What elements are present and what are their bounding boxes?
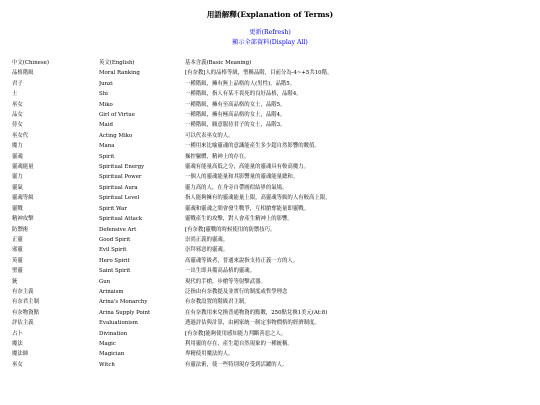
cell-meaning: 靈魂和靈魂之間會發生戰爭，互相搶奪能量即靈戰。	[185, 205, 309, 212]
cell-meaning: 一出生即具備高品格的靈魂。	[185, 268, 256, 275]
table-row	[12, 193, 525, 203]
cell-english: Shi	[99, 91, 108, 98]
cell-english: Magic	[99, 340, 116, 347]
cell-meaning: 利用靈的存在，產生超自然現象的一種統稱。	[185, 340, 293, 347]
cell-chinese: 正靈	[12, 236, 23, 243]
page-links	[0, 28, 540, 47]
cell-english: Moral Ranking	[99, 70, 140, 77]
header-meaning: 基本含義(Basic Meaning)	[185, 60, 252, 66]
cell-english: Evaluationism	[99, 320, 138, 327]
cell-chinese: 英靈	[12, 257, 23, 264]
cell-english: Good Spirit	[99, 236, 131, 243]
cell-chinese: 巫女代	[12, 132, 29, 139]
cell-meaning: 一種階級，願意服侍君子的女士，品階3。	[185, 122, 286, 129]
cell-english: Spiritual Energy	[99, 164, 145, 171]
cell-chinese: 魔法師	[12, 351, 29, 358]
cell-chinese: 靈力	[12, 174, 23, 181]
cell-english: Spirit	[99, 153, 115, 160]
table-row	[12, 277, 525, 287]
cell-chinese: 魔力	[12, 143, 23, 150]
cell-chinese: 防禦術	[12, 226, 29, 233]
table-row	[12, 120, 525, 130]
table-row	[12, 204, 525, 214]
table-row	[12, 79, 525, 89]
cell-english: Gun	[99, 278, 111, 285]
cell-english: Girl of Virtue	[99, 112, 135, 119]
cell-english: Miko	[99, 101, 113, 108]
cell-chinese: 有奈物資點	[12, 309, 39, 316]
table-row	[12, 266, 525, 276]
cell-chinese: 邪靈	[12, 247, 23, 254]
cell-meaning: 一種階級，指人有某不畏死的良好品格，品階4。	[185, 91, 302, 98]
table-row	[12, 245, 525, 255]
cell-meaning: 可以代表巫女的人。	[185, 132, 234, 139]
cell-chinese: 士	[12, 91, 18, 98]
cell-english: Arina Supply Point	[99, 309, 151, 316]
table-row	[12, 360, 525, 370]
cell-chinese: 精神攻擊	[12, 216, 34, 223]
cell-meaning: 泛指由有奈教提及並實行的制度或哲學理念	[185, 288, 288, 295]
cell-english: Spiritual Level	[99, 195, 140, 202]
cell-meaning: 在有奈教用來兌換普通物資的點數，250點兌換1美元(At:8)	[185, 309, 328, 316]
cell-english: Spiritual Attack	[99, 216, 143, 223]
cell-meaning: 一種階級，擁有極高品格的女士，品階4。	[185, 112, 286, 119]
cell-chinese: 有奈君主制	[12, 299, 39, 306]
cell-chinese: 有奈主義	[12, 288, 34, 295]
table-row	[12, 297, 525, 307]
table-row	[12, 162, 525, 172]
table-row	[12, 141, 525, 151]
cell-meaning: 靈力高的人，在身旁自帶圓似結界的氣場。	[185, 184, 288, 191]
table-row	[12, 214, 525, 224]
table-row	[12, 287, 525, 297]
cell-chinese: 靈戰	[12, 205, 23, 212]
cell-chinese: 君子	[12, 80, 23, 87]
table-row	[12, 235, 525, 245]
cell-meaning: 一種用來比喻靈魂的意識能產生多少超自然影響的數值。	[185, 143, 320, 150]
table-row	[12, 256, 525, 266]
cell-meaning: 靈魂有能量高低之分，高能量的靈魂具有較高魔力。	[185, 164, 309, 171]
cell-meaning: 一個人的靈魂能量和其影響量的靈魂能量總和。	[185, 174, 299, 181]
cell-english: Arinaism	[99, 288, 124, 295]
cell-chinese: 聖靈	[12, 268, 23, 275]
cell-meaning: 有靈法術，使一些特別現存受到活躍的人。	[185, 361, 288, 368]
cell-chinese: 銃	[12, 278, 18, 285]
table-row	[12, 183, 525, 193]
cell-english: Mana	[99, 143, 115, 150]
table-header-row	[12, 58, 525, 68]
cell-chinese: 靈氣	[12, 184, 23, 191]
cell-meaning: 指人能夠擁有的靈魂能量上限，高靈魂等級的人有較高上限。	[185, 195, 331, 202]
terms-table	[12, 58, 525, 370]
cell-meaning: 專精使用魔法的人。	[185, 351, 234, 358]
cell-english: Arina's Monarchy	[99, 299, 148, 306]
cell-english: Junzi	[99, 80, 113, 87]
cell-english: Witch	[99, 361, 115, 368]
cell-chinese: 評估主義	[12, 320, 34, 327]
cell-english: Spiritual Aura	[99, 184, 138, 191]
cell-chinese: 巫女	[12, 361, 23, 368]
cell-chinese: 品格階級	[12, 70, 34, 77]
refresh-link[interactable]: 更新(Refresh)	[249, 29, 291, 36]
table-row	[12, 110, 525, 120]
cell-meaning: [有奈教]能夠使用感知能力判斷善惡之人。	[185, 330, 287, 337]
cell-english: Spirit War	[99, 205, 127, 212]
display-all-link[interactable]: 顯示全部資料(Display All)	[232, 38, 308, 46]
table-row	[12, 131, 525, 141]
cell-english: Maid	[99, 122, 113, 129]
cell-meaning: 崇尚正義的靈魂。	[185, 236, 229, 243]
cell-english: Defensive Art	[99, 226, 137, 233]
cell-meaning: 一種階級，擁有至高品格的女士，品階5。	[185, 101, 286, 108]
cell-chinese: 品女	[12, 112, 23, 119]
cell-english: Evil Spirit	[99, 247, 127, 254]
cell-english: Divination	[99, 330, 128, 337]
cell-meaning: 現代的手槍，步槍等等射擊武器。	[185, 278, 266, 285]
cell-english: Spiritual Power	[99, 174, 142, 181]
cell-meaning: 靈戰產生的攻擊，對人會產生精神上的影響。	[185, 216, 293, 223]
table-row	[12, 152, 525, 162]
cell-meaning: 高靈魂等級者，普通來說指支持正義一方的人。	[185, 257, 299, 264]
table-row	[12, 318, 525, 328]
cell-chinese: 靈魂能量	[12, 164, 34, 171]
cell-meaning: 透過評估與計算，由國家統一制定事物價格的經濟制度。	[185, 320, 320, 327]
table-row	[12, 172, 525, 182]
cell-meaning: [有奈教]靈戰的時候使用的防禦技巧。	[185, 226, 276, 233]
table-row	[12, 339, 525, 349]
cell-chinese: 魔法	[12, 340, 23, 347]
header-chinese: 中文(Chinese)	[12, 60, 49, 66]
table-row	[12, 89, 525, 99]
cell-english: Magician	[99, 351, 125, 358]
table-row	[12, 225, 525, 235]
table-row	[12, 68, 525, 78]
table-row	[12, 100, 525, 110]
table-row	[12, 329, 525, 339]
cell-chinese: 侍女	[12, 122, 23, 129]
cell-english: Acting Miko	[99, 132, 133, 139]
cell-meaning: 有奈教設置的階級君主制。	[185, 299, 250, 306]
table-row	[12, 308, 525, 318]
cell-meaning: 一種階級，擁有無上品格的人(男性)，品階5。	[185, 80, 296, 87]
cell-english: Hero Spirit	[99, 257, 130, 264]
cell-meaning: 操控軀體，精神上的存在。	[185, 153, 250, 160]
cell-meaning: 崇拜邪惡的靈魂。	[185, 247, 229, 254]
table-row	[12, 349, 525, 359]
cell-chinese: 靈魂	[12, 153, 23, 160]
page-title: 用語解釋(Explanation of Terms)	[206, 10, 334, 19]
cell-chinese: 靈魂等級	[12, 195, 34, 202]
cell-meaning: [有奈教]人的品格等級，聖稱品階，目前分為-4~+5共10階。	[185, 70, 333, 77]
header-english: 英文(English)	[99, 60, 135, 66]
cell-chinese: 占卜	[12, 330, 23, 337]
cell-chinese: 巫女	[12, 101, 23, 108]
cell-english: Saint Spirit	[99, 268, 131, 275]
